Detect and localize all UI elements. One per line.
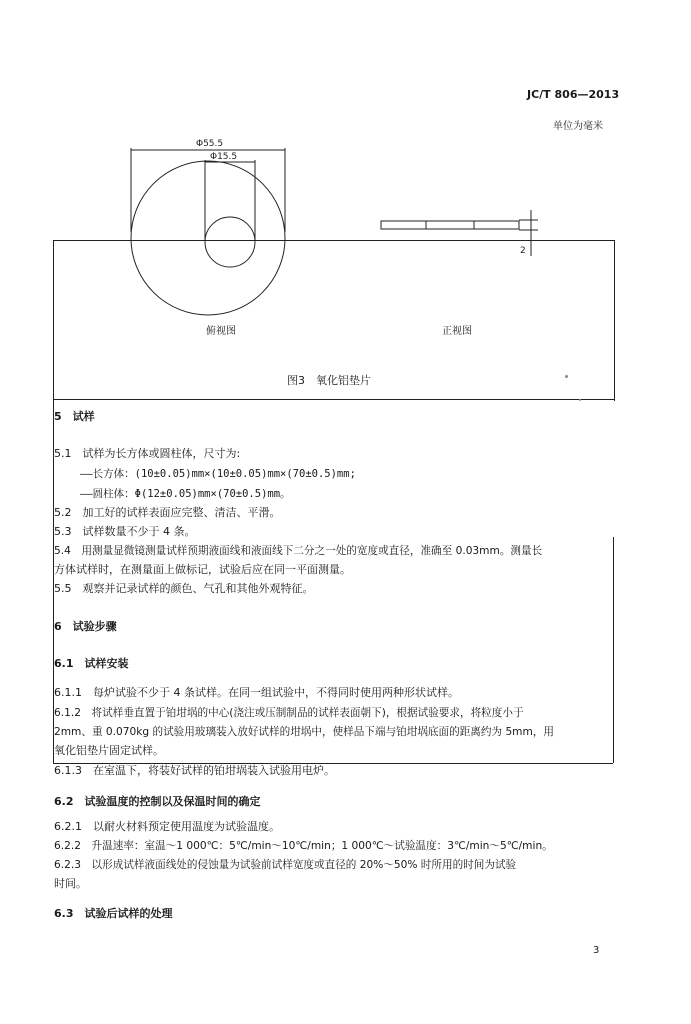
para-6-1-2-line1: 6.1.2 将试样垂直置于铂坩埚的中心(浇注或压制制品的试样表面朝下)，根据试验要求，将粒度小于 <box>54 707 524 719</box>
para-6-2-1: 6.2.1 以耐火材料预定使用温度为试验温度。 <box>54 820 280 833</box>
para-5-1-cuboid: ——长方体：(10±0.05)mm×(10±0.05)mm×(70±0.5)mm; <box>80 468 356 480</box>
para-5-5: 5.5 观察并记录试样的颜色、气孔和其他外观特征。 <box>54 582 314 595</box>
para-6-1-2-line3: 氧化铝垫片固定试样。 <box>54 744 164 757</box>
front-view-label: 正视图 <box>442 326 472 337</box>
washer-side-view <box>381 221 519 229</box>
dim-thickness-label: 2 <box>520 246 526 256</box>
top-view-label: 俯视图 <box>206 326 236 337</box>
para-6-2-3-line2: 时间。 <box>54 877 87 890</box>
figure-caption: 图3 氧化铝垫片 <box>287 374 371 387</box>
para-6-2-3-line1: 6.2.3 以形成试样液面线处的侵蚀量为试验前试样宽度或直径的 20%～50% 时所用的时间为试验 <box>54 859 517 871</box>
para-6-1-2-line2: 2mm、重 0.070kg 的试验用玻璃装入放好试样的坩埚中，使样品下端与铂坩埚底面的距离约为 5mm，用 <box>54 726 555 738</box>
para-6-1-3: 6.1.3 在室温下，将装好试样的铂坩埚装入试验用电炉。 <box>54 764 335 777</box>
section-5-heading: 5 试样 <box>54 410 95 423</box>
section-6-2-heading: 6.2 试验温度的控制以及保温时间的确定 <box>54 795 261 808</box>
page-number: 3 <box>593 945 600 956</box>
para-5-2: 5.2 加工好的试样表面应完整、清洁、平滑。 <box>54 506 281 519</box>
para-5-4-line1: 5.4 用测量显微镜测量试样预期液面线和液面线下二分之一处的宽度或直径，准确至 0.03mm。测量长 <box>54 545 543 557</box>
section-6-1-heading: 6.1 试样安装 <box>54 657 129 670</box>
para-5-1: 5.1 试样为长方体或圆柱体，尺寸为: <box>54 447 241 460</box>
scan-speck <box>579 399 581 401</box>
dim-inner-label: Φ15.5 <box>210 152 238 162</box>
para-5-1-cylinder: ——圆柱体：Φ(12±0.05)mm×(70±0.5)mm。 <box>80 488 291 500</box>
scan-speck <box>565 375 568 378</box>
section-6-3-heading: 6.3 试验后试样的处理 <box>54 907 173 920</box>
para-5-3: 5.3 试样数量不少于 4 条。 <box>54 525 196 538</box>
section-6-heading: 6 试验步骤 <box>54 620 117 633</box>
standard-code: JC/T 806—2013 <box>527 88 620 101</box>
washer-outer-circle <box>131 161 285 315</box>
washer-inner-circle <box>205 217 255 267</box>
dim-outer-label: Φ55.5 <box>196 139 224 149</box>
washer-drawing <box>0 0 691 400</box>
unit-note: 单位为毫米 <box>553 121 603 132</box>
text-frame-right-edge <box>613 537 614 763</box>
para-5-4-line2: 方体试样时，在测量面上做标记，试验后应在同一平面测量。 <box>54 563 351 576</box>
para-6-2-2: 6.2.2 升温速率：室温～1 000℃：5℃/min～10℃/min；1 000℃～试验温度：3℃/min～5℃/min。 <box>54 840 553 852</box>
para-6-1-1: 6.1.1 每炉试验不少于 4 条试样。在同一组试验中，不得同时使用两种形状试样。 <box>54 686 459 699</box>
